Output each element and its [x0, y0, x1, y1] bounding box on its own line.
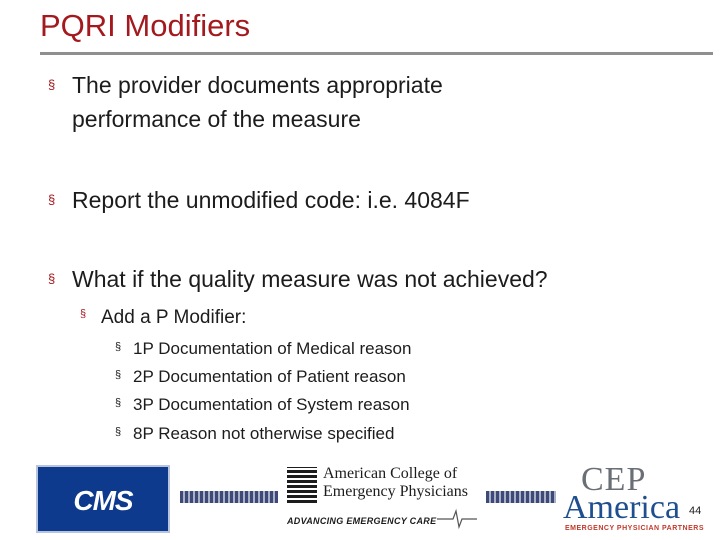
- sub-bullet-marker: §: [80, 308, 87, 320]
- acep-name: [323, 465, 468, 501]
- bullet-2-text: Report the unmodified code: i.e. 4084F: [72, 187, 470, 213]
- acep-tagline: ADVANCING EMERGENCY CARE: [287, 516, 437, 526]
- title-rule: [40, 52, 713, 55]
- modifier-text: 1P Documentation of Medical reason: [133, 339, 412, 358]
- modifier-marker: §: [115, 341, 122, 353]
- bullet-1-line-1: The provider documents appropriate: [72, 72, 443, 98]
- modifier-marker: §: [115, 426, 122, 438]
- cms-logo-text: CMS: [73, 485, 133, 516]
- modifier-marker: §: [115, 397, 122, 409]
- heartbeat-line-icon: [437, 507, 477, 529]
- cep-logo-line-2: America: [563, 489, 681, 526]
- acep-emblem-icon: [287, 467, 317, 503]
- bullet-1-line-2: performance of the measure: [72, 106, 361, 132]
- modifier-text: 3P Documentation of System reason: [133, 395, 410, 414]
- bullet-marker: §: [48, 77, 56, 92]
- logo-bar: [36, 463, 720, 540]
- acep-name-line-2: Emergency Physicians: [323, 483, 469, 500]
- modifier-text: 2P Documentation of Patient reason: [133, 367, 406, 386]
- modifier-text: 8P Reason not otherwise specified: [133, 424, 395, 443]
- cep-america-logo: [561, 461, 704, 535]
- page-number: 44: [689, 505, 702, 517]
- bullet-marker: §: [48, 192, 56, 207]
- acep-name-line-1: American College of: [323, 465, 458, 482]
- cms-logo: [36, 465, 170, 533]
- bullet-marker: §: [48, 271, 56, 286]
- acep-logo: [287, 463, 477, 535]
- cep-logo-tagline: EMERGENCY PHYSICIAN PARTNERS: [565, 525, 704, 532]
- logo-divider-stripe: [180, 491, 278, 503]
- bullet-3-text: What if the quality measure was not achieved?: [72, 266, 548, 292]
- slide-title: PQRI Modifiers: [40, 8, 251, 43]
- logo-divider-stripe: [486, 491, 556, 503]
- modifier-marker: §: [115, 369, 122, 381]
- cep-logo-line-1: CEP: [581, 461, 647, 498]
- sub-bullet-text: Add a P Modifier:: [101, 307, 247, 328]
